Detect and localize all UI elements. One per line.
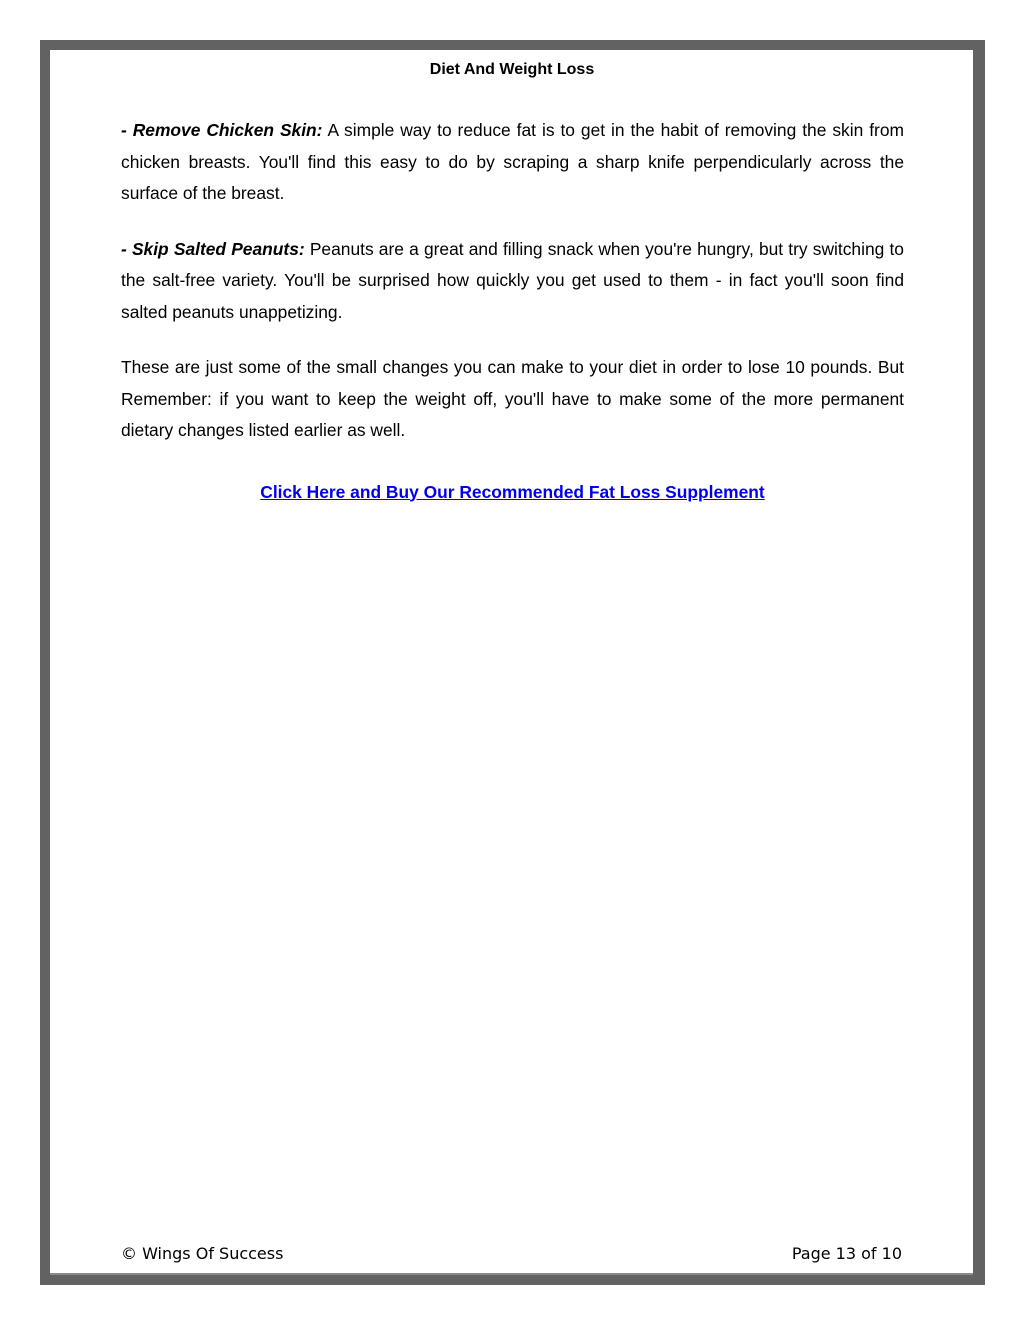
paragraph-text: A simple way to reduce fat is to get in the habit of removing the skin from chicken breasts. You'll find this easy to do by scraping a sharp knife perpendicularly across the surface of the breast.	[121, 120, 904, 203]
link-row	[121, 477, 904, 509]
paragraph-lead: - Skip Salted Peanuts:	[121, 238, 305, 259]
paragraph-text: Peanuts are a great and filling snack when you're hungry, but try switching to the salt-free variety. You'll be surprised how quickly you get used to them - in fact you'll soon find salted peanuts unappetizing.	[121, 238, 904, 322]
document-body	[121, 115, 904, 508]
page-header-title: Diet And Weight Loss	[429, 61, 595, 78]
paragraph-remove-chicken-skin	[121, 115, 904, 210]
buy-supplement-link[interactable]: Click Here and Buy Our Recommended Fat Loss Supplement	[260, 481, 765, 502]
paragraph-lead: - Remove Chicken Skin:	[121, 120, 323, 140]
paragraph-summary	[121, 352, 904, 447]
paragraph-skip-salted-peanuts	[121, 234, 904, 329]
footer-copyright: © Wings Of Success	[121, 1244, 284, 1263]
paragraph-text: These are just some of the small changes you can make to your diet in order to lose 10 pounds. But Remember: if you want to keep the weight off, you'll have to make some of the more permanent dietary changes listed earlier as well.	[121, 357, 904, 440]
footer-page-number: Page 13 of 10	[791, 1244, 902, 1263]
